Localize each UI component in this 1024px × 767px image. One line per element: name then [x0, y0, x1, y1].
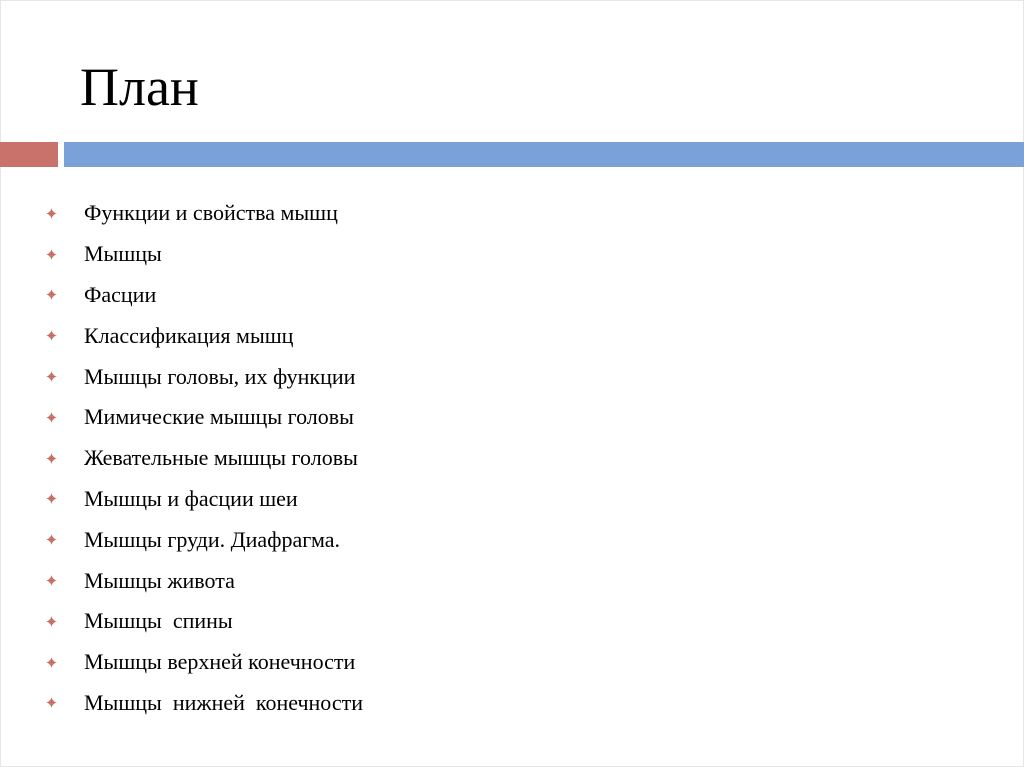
list-item-label: Мышцы живота: [84, 567, 235, 593]
list-item-label: Фасции: [84, 281, 157, 307]
list-item: [46, 356, 363, 397]
list-item: [46, 397, 363, 438]
diamond-bullet-icon: [46, 453, 84, 464]
list-item-label: Мышцы груди. Диафрагма.: [84, 526, 340, 552]
list-item: [46, 683, 363, 724]
list-item: [46, 275, 363, 316]
slide-title: План: [80, 57, 199, 117]
list-item-label: Мышцы и фасции шеи: [84, 485, 298, 511]
list-item: [46, 438, 363, 479]
list-item-label: Мимические мышцы головы: [84, 404, 354, 430]
diamond-bullet-icon: [46, 371, 84, 382]
diamond-bullet-icon: [46, 208, 84, 219]
bullet-list: [46, 193, 363, 723]
diamond-bullet-icon: [46, 657, 84, 668]
list-item-label: Мышцы верхней конечности: [84, 649, 356, 675]
list-item-label: Жевательные мышцы головы: [84, 445, 358, 471]
diamond-bullet-icon: [46, 697, 84, 708]
list-item-label: Классификация мышц: [84, 322, 294, 348]
list-item: [46, 601, 363, 642]
diamond-bullet-icon: [46, 412, 84, 423]
diamond-bullet-icon: [46, 575, 84, 586]
list-item-label: Функции и свойства мышц: [84, 200, 338, 226]
list-item-label: Мышцы спины: [84, 608, 233, 634]
diamond-bullet-icon: [46, 289, 84, 300]
list-item-label: Мышцы головы, их функции: [84, 363, 356, 389]
title-accent-bar-left: [0, 142, 58, 167]
list-item-label: Мышцы: [84, 241, 162, 267]
list-item: [46, 642, 363, 683]
list-item-label: Мышцы нижней конечности: [84, 689, 363, 715]
diamond-bullet-icon: [46, 616, 84, 627]
diamond-bullet-icon: [46, 249, 84, 260]
list-item: [46, 560, 363, 601]
list-item: [46, 479, 363, 520]
diamond-bullet-icon: [46, 493, 84, 504]
diamond-bullet-icon: [46, 534, 84, 545]
diamond-bullet-icon: [46, 330, 84, 341]
list-item: [46, 193, 363, 234]
list-item: [46, 315, 363, 356]
title-accent-bar-right: [64, 142, 1024, 167]
list-item: [46, 234, 363, 275]
list-item: [46, 519, 363, 560]
